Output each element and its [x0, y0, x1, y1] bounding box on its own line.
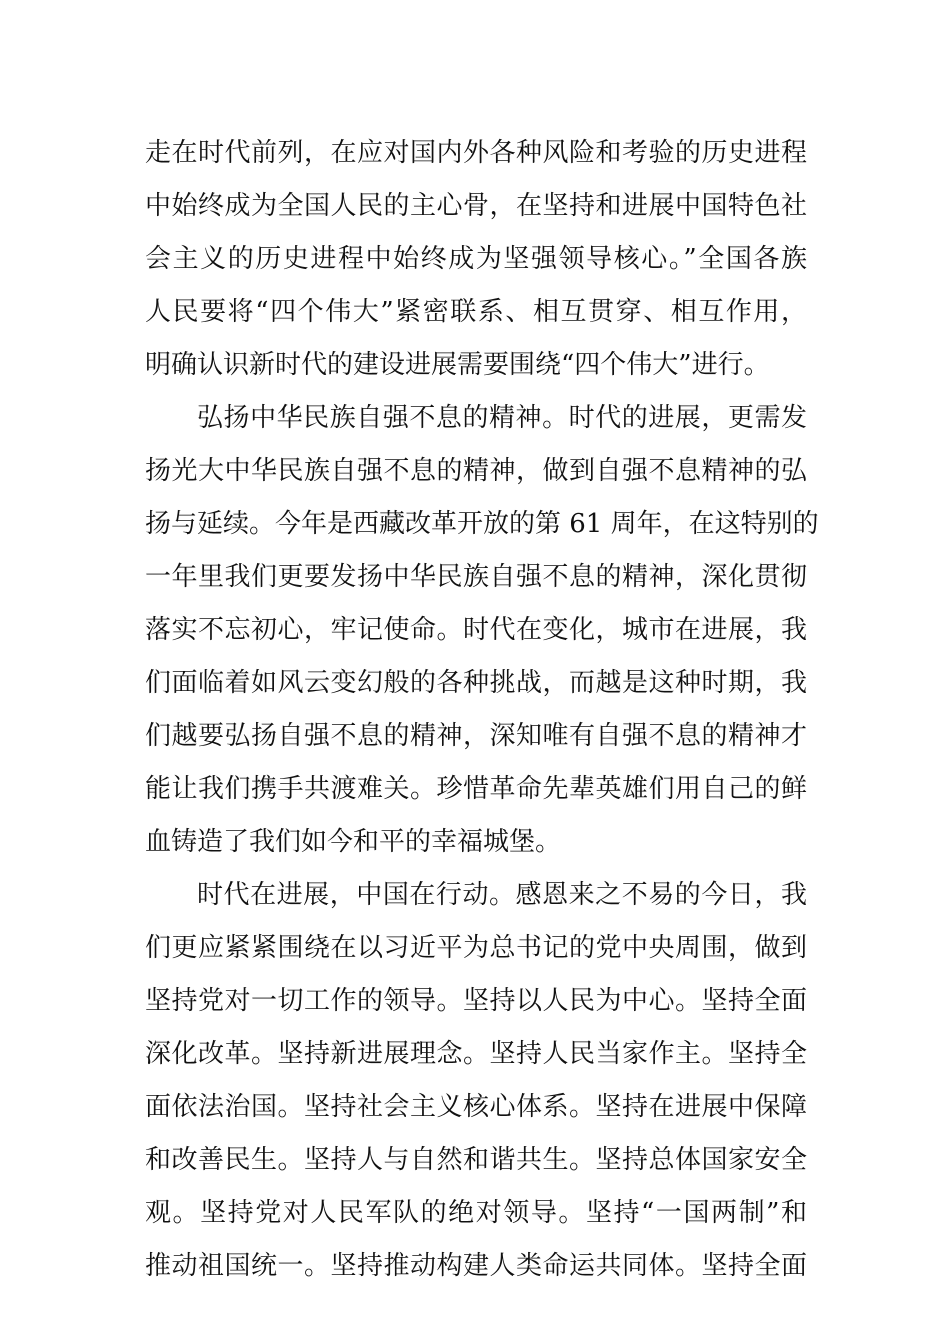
text-line: 血铸造了我们如今和平的幸福城堡。	[145, 827, 562, 857]
text-line: 们更应紧紧围绕在以习近平为总书记的党中央周围，做到	[145, 933, 807, 963]
text-line: 扬光大中华民族自强不息的精神，做到自强不息精神的弘	[145, 456, 807, 486]
text-line: 走在时代前列，在应对国内外各种风险和考验的历史进程	[145, 138, 807, 168]
text-line: 们面临着如风云变幻般的各种挑战，而越是这种时期，我	[145, 668, 807, 698]
text-line: 推动祖国统一。坚持推动构建人类命运共同体。坚持全面	[145, 1251, 807, 1281]
text-line: 落实不忘初心，牢记使命。时代在变化，城市在进展，我	[145, 615, 807, 645]
paragraph-2	[145, 392, 819, 869]
text-line: 坚持党对一切工作的领导。坚持以人民为中心。坚持全面	[145, 986, 807, 1016]
text-line: 人民要将“四个伟大”紧密联系、相互贯穿、相互作用，	[145, 297, 807, 327]
text-line: 时代在进展，中国在行动。感恩来之不易的今日，我	[197, 880, 807, 910]
text-line: 能让我们携手共渡难关。珍惜革命先辈英雄们用自己的鲜	[145, 774, 807, 804]
text-line: 们越要弘扬自强不息的精神，深知唯有自强不息的精神才	[145, 721, 807, 751]
text-line: 中始终成为全国人民的主心骨，在坚持和进展中国特色社	[145, 191, 807, 221]
text-line: 一年里我们更要发扬中华民族自强不息的精神，深化贯彻	[145, 562, 807, 592]
text-line: 明确认识新时代的建设进展需要围绕“四个伟大”进行。	[145, 350, 770, 380]
text-line: 弘扬中华民族自强不息的精神。时代的进展，更需发	[197, 403, 807, 433]
text-line: 观。坚持党对人民军队的绝对领导。坚持“一国两制”和	[145, 1198, 807, 1228]
body-text	[145, 127, 819, 1293]
paragraph-3	[145, 869, 807, 1293]
text-line: 深化改革。坚持新进展理念。坚持人民当家作主。坚持全	[145, 1039, 807, 1069]
text-line: 会主义的历史进程中始终成为坚强领导核心。”全国各族	[145, 244, 807, 274]
text-line: 面依法治国。坚持社会主义核心体系。坚持在进展中保障	[145, 1092, 807, 1122]
text-line: 和改善民生。坚持人与自然和谐共生。坚持总体国家安全	[145, 1145, 807, 1175]
text-line: 扬与延续。今年是西藏改革开放的第 61 周年，在这特别的	[145, 509, 819, 539]
paragraph-1	[145, 127, 807, 392]
